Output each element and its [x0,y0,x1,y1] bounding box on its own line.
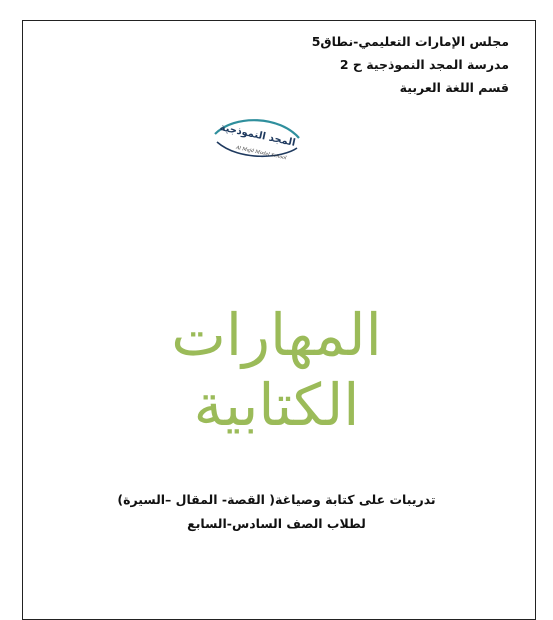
main-title [0,300,553,440]
subtitle-line-1: تدريبات على كتابة وصياغة( القصة- المقال –السيرة) [117,492,436,507]
department-name: قسم اللغة العربية [399,80,509,95]
school-name: مدرسة المجد النموذجية ح 2 [339,57,509,72]
title-line-2: الكتابية [193,371,360,439]
title-line-1: المهارات [171,301,382,369]
logo-arabic-text: المجد النموذجية [218,122,297,149]
subtitle-line-2: لطلاب الصف السادس-السابع [187,516,366,531]
school-logo [205,108,305,170]
council-name: مجلس الإمارات التعليمي-نطاق5 [311,34,509,49]
logo-latin-text: Al Majd Model School [235,145,287,162]
subtitle [0,488,553,536]
school-header [312,30,509,99]
